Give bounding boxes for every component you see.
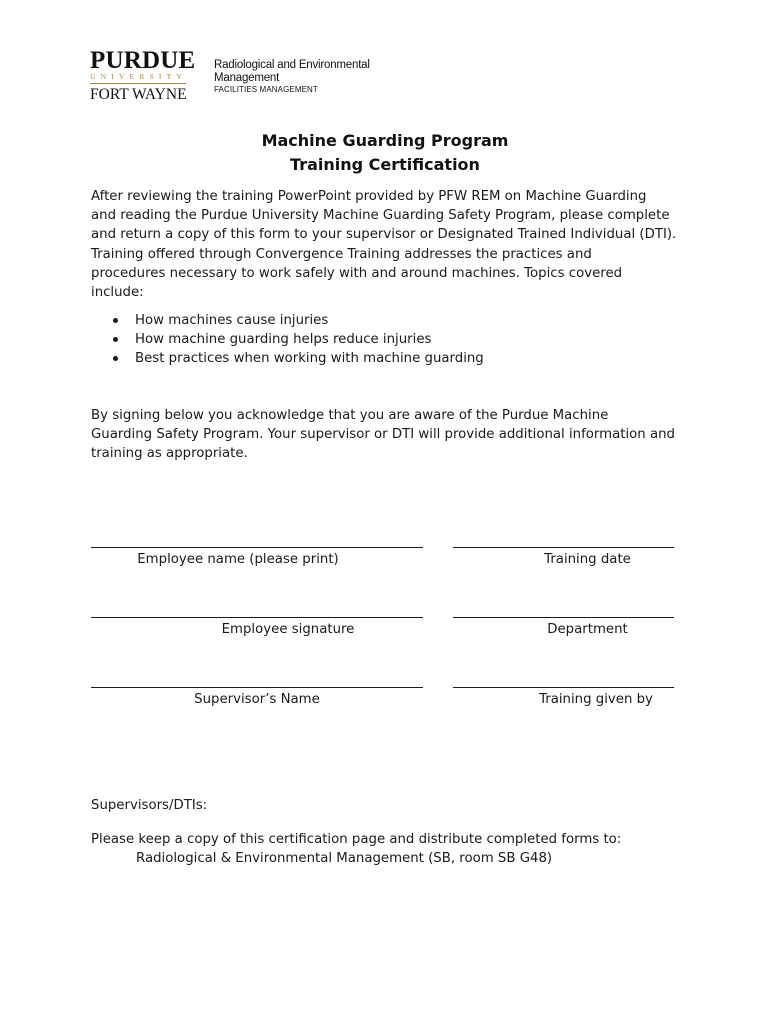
acknowledgement-line: By signing below you acknowledge that you are aware of the Purdue Machine: [91, 408, 609, 423]
supervisor-name-label: Supervisor’s Name: [194, 692, 320, 707]
topic-text: Best practices when working with machine guarding: [135, 351, 484, 366]
training-given-by-field[interactable]: [453, 687, 674, 688]
department-subtitle: FACILITIES MANAGEMENT: [214, 85, 318, 94]
purdue-logo-fort-wayne: FORT WAYNE: [90, 86, 187, 103]
training-date-label: Training date: [544, 552, 631, 567]
intro-line: include:: [91, 284, 144, 300]
topic-text: How machines cause injuries: [135, 313, 329, 328]
department-label: Department: [547, 622, 628, 637]
bullet-icon: [113, 337, 118, 342]
list-item: [113, 330, 484, 349]
document-title: Machine Guarding Program: [261, 131, 509, 150]
purdue-logo-wordmark: PURDUE: [90, 47, 196, 74]
intro-line: and return a copy of this form to your supervisor or Designated Trained Individual (DTI).: [91, 227, 677, 243]
employee-name-label: Employee name (please print): [137, 552, 339, 567]
intro-line: and reading the Purdue University Machine Guarding Safety Program, please complete: [91, 208, 670, 224]
bullet-icon: [113, 356, 118, 361]
acknowledgement-line: training as appropriate.: [91, 446, 248, 462]
topic-text: How machine guarding helps reduce injuries: [135, 332, 432, 347]
intro-line: procedures necessary to work safely with and around machines. Topics covered: [91, 265, 623, 281]
department-name: [214, 59, 370, 97]
intro-line: Training offered through Convergence Training addresses the practices and: [91, 246, 592, 262]
acknowledgement-paragraph: [91, 406, 691, 464]
list-item: [113, 349, 484, 368]
footer-instruction-line: Please keep a copy of this certification page and distribute completed forms to:: [91, 832, 622, 847]
department-line-1: Radiological and Environmental: [214, 59, 370, 71]
acknowledgement-line: Guarding Safety Program. Your supervisor or DTI will provide additional information and: [91, 427, 675, 443]
bullet-icon: [113, 318, 118, 323]
department-line-2: Management: [214, 71, 280, 84]
footer-instructions: [91, 830, 621, 868]
supervisor-name-field[interactable]: [91, 687, 423, 688]
supervisors-heading: Supervisors/DTIs:: [91, 798, 208, 813]
training-given-by-label: Training given by: [539, 692, 653, 707]
training-date-field[interactable]: [453, 547, 674, 548]
document-subtitle: Training Certification: [290, 155, 480, 174]
purdue-logo-university: UNIVERSITY: [90, 72, 187, 81]
topics-list: [113, 311, 484, 368]
intro-paragraph: [91, 187, 691, 302]
employee-name-field[interactable]: [91, 547, 423, 548]
department-field[interactable]: [453, 617, 674, 618]
employee-signature-field[interactable]: [91, 617, 423, 618]
logo-divider: [90, 83, 186, 84]
employee-signature-label: Employee signature: [221, 622, 355, 637]
footer-destination: Radiological & Environmental Management (SB, room SB G48): [136, 851, 553, 866]
intro-line: After reviewing the training PowerPoint provided by PFW REM on Machine Guarding: [91, 189, 647, 204]
list-item: [113, 311, 484, 330]
